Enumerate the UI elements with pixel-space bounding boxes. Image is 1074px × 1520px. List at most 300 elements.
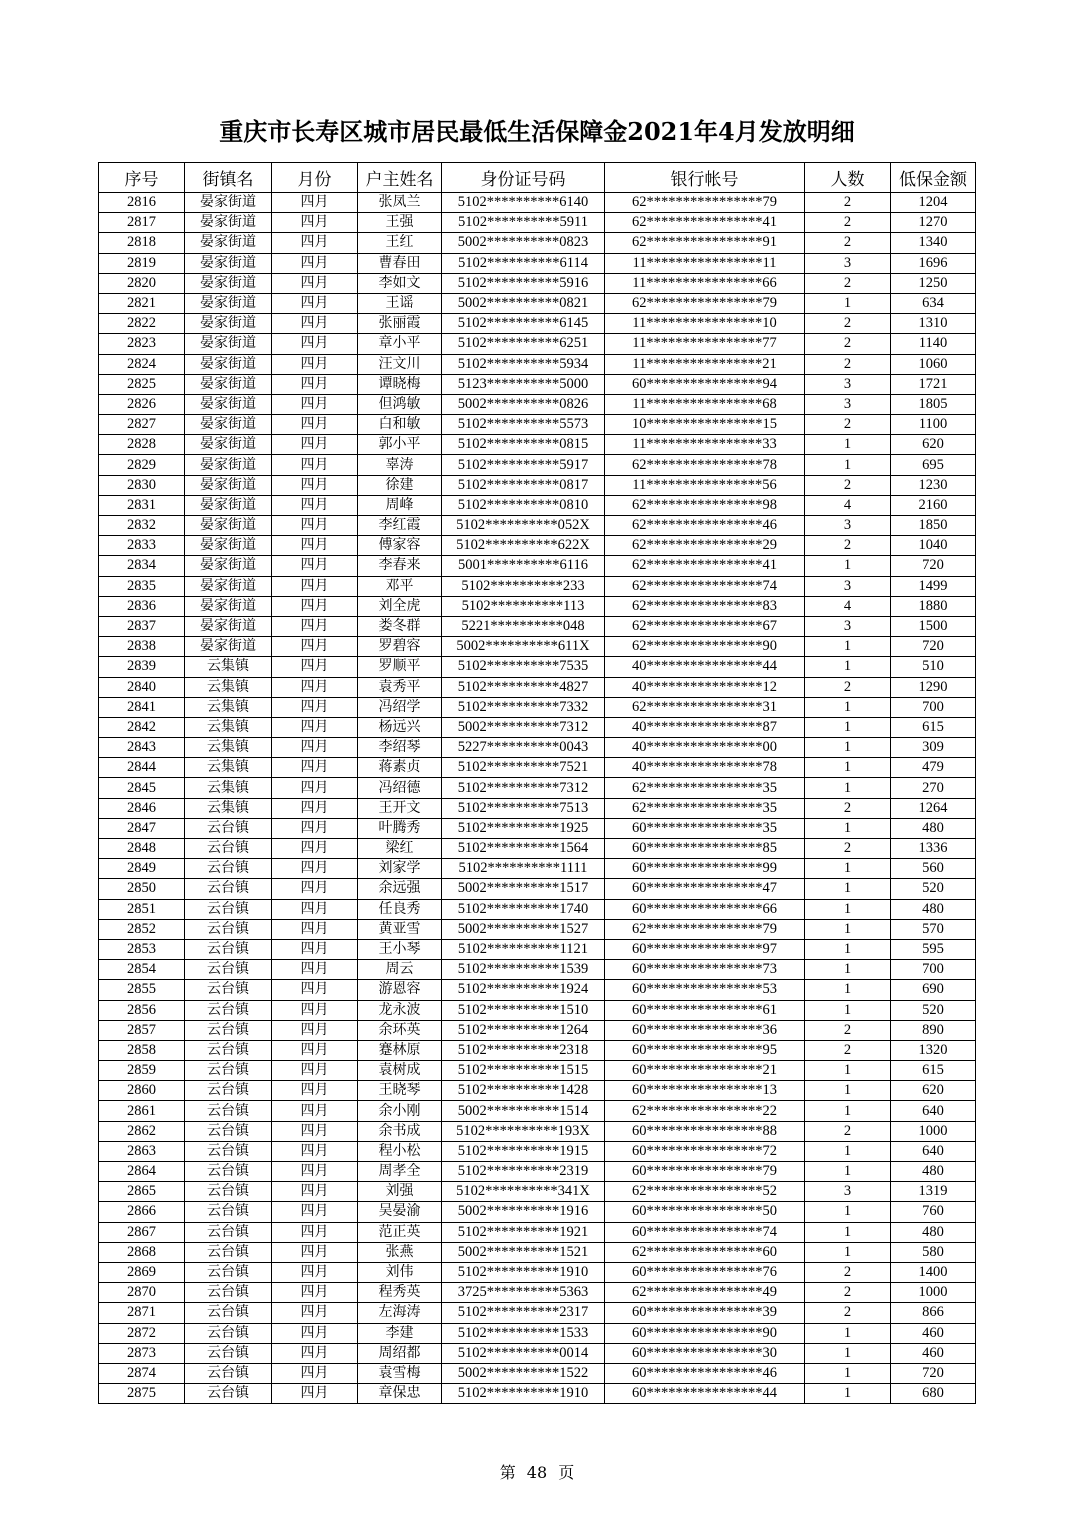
bank-cell: 62****************41 <box>605 556 805 576</box>
seq-cell: 2863 <box>99 1141 185 1161</box>
table-row <box>99 576 976 596</box>
count-cell: 1 <box>805 1384 891 1404</box>
name-cell: 李绍琴 <box>358 738 442 758</box>
col-header-name: 户主姓名 <box>358 163 442 193</box>
count-cell: 1 <box>805 960 891 980</box>
month-cell: 四月 <box>272 1242 358 1262</box>
id-cell: 5002**********1517 <box>442 879 605 899</box>
month-cell: 四月 <box>272 818 358 838</box>
seq-cell: 2871 <box>99 1303 185 1323</box>
seq-cell: 2830 <box>99 475 185 495</box>
seq-cell: 2861 <box>99 1101 185 1121</box>
name-cell: 罗碧容 <box>358 637 442 657</box>
table-row <box>99 939 976 959</box>
name-cell: 张燕 <box>358 1242 442 1262</box>
bank-cell: 40****************78 <box>605 758 805 778</box>
table-row <box>99 334 976 354</box>
street-cell: 晏家街道 <box>185 616 272 636</box>
amount-cell: 640 <box>891 1141 976 1161</box>
allowance-table <box>98 162 976 1404</box>
table-row <box>99 435 976 455</box>
id-cell: 5102**********1915 <box>442 1141 605 1161</box>
street-cell: 云台镇 <box>185 1081 272 1101</box>
amount-cell: 640 <box>891 1101 976 1121</box>
name-cell: 汪文川 <box>358 354 442 374</box>
seq-cell: 2874 <box>99 1363 185 1383</box>
amount-cell: 1319 <box>891 1182 976 1202</box>
seq-cell: 2839 <box>99 657 185 677</box>
street-cell: 云集镇 <box>185 738 272 758</box>
street-cell: 晏家街道 <box>185 637 272 657</box>
id-cell: 5102**********341X <box>442 1182 605 1202</box>
count-cell: 1 <box>805 1162 891 1182</box>
street-cell: 云台镇 <box>185 859 272 879</box>
id-cell: 5102**********1539 <box>442 960 605 980</box>
bank-cell: 40****************12 <box>605 677 805 697</box>
id-cell: 5102**********193X <box>442 1121 605 1141</box>
name-cell: 李红霞 <box>358 516 442 536</box>
bank-cell: 60****************39 <box>605 1303 805 1323</box>
bank-cell: 40****************87 <box>605 717 805 737</box>
month-cell: 四月 <box>272 1363 358 1383</box>
amount-cell: 479 <box>891 758 976 778</box>
bank-cell: 62****************78 <box>605 455 805 475</box>
table-row <box>99 778 976 798</box>
id-cell: 5102**********2318 <box>442 1040 605 1060</box>
table-row <box>99 495 976 515</box>
table-row <box>99 1202 976 1222</box>
bank-cell: 62****************35 <box>605 778 805 798</box>
count-cell: 2 <box>805 1040 891 1060</box>
count-cell: 1 <box>805 657 891 677</box>
bank-cell: 62****************79 <box>605 193 805 213</box>
street-cell: 云集镇 <box>185 697 272 717</box>
amount-cell: 695 <box>891 455 976 475</box>
amount-cell: 270 <box>891 778 976 798</box>
count-cell: 2 <box>805 839 891 859</box>
id-cell: 5102**********052X <box>442 516 605 536</box>
name-cell: 谭晓梅 <box>358 374 442 394</box>
count-cell: 1 <box>805 556 891 576</box>
street-cell: 云集镇 <box>185 758 272 778</box>
count-cell: 2 <box>805 273 891 293</box>
table-row <box>99 213 976 233</box>
seq-cell: 2869 <box>99 1262 185 1282</box>
bank-cell: 60****************44 <box>605 1384 805 1404</box>
street-cell: 晏家街道 <box>185 536 272 556</box>
seq-cell: 2838 <box>99 637 185 657</box>
street-cell: 云集镇 <box>185 717 272 737</box>
table-row <box>99 253 976 273</box>
id-cell: 5002**********611X <box>442 637 605 657</box>
name-cell: 章保忠 <box>358 1384 442 1404</box>
month-cell: 四月 <box>272 1040 358 1060</box>
bank-cell: 62****************79 <box>605 293 805 313</box>
count-cell: 1 <box>805 637 891 657</box>
seq-cell: 2855 <box>99 980 185 1000</box>
amount-cell: 1880 <box>891 596 976 616</box>
month-cell: 四月 <box>272 879 358 899</box>
id-cell: 5102**********1428 <box>442 1081 605 1101</box>
count-cell: 1 <box>805 939 891 959</box>
month-cell: 四月 <box>272 657 358 677</box>
id-cell: 5102**********4827 <box>442 677 605 697</box>
count-cell: 2 <box>805 314 891 334</box>
id-cell: 5102**********2319 <box>442 1162 605 1182</box>
street-cell: 晏家街道 <box>185 415 272 435</box>
id-cell: 5102**********6114 <box>442 253 605 273</box>
month-cell: 四月 <box>272 394 358 414</box>
street-cell: 云台镇 <box>185 1000 272 1020</box>
seq-cell: 2847 <box>99 818 185 838</box>
name-cell: 游恩容 <box>358 980 442 1000</box>
month-cell: 四月 <box>272 1283 358 1303</box>
name-cell: 刘家学 <box>358 859 442 879</box>
month-cell: 四月 <box>272 596 358 616</box>
id-cell: 5002**********1916 <box>442 1202 605 1222</box>
amount-cell: 480 <box>891 818 976 838</box>
bank-cell: 62****************31 <box>605 697 805 717</box>
amount-cell: 1805 <box>891 394 976 414</box>
seq-cell: 2824 <box>99 354 185 374</box>
count-cell: 1 <box>805 1061 891 1081</box>
amount-cell: 1000 <box>891 1121 976 1141</box>
bank-cell: 11****************33 <box>605 435 805 455</box>
count-cell: 1 <box>805 1222 891 1242</box>
month-cell: 四月 <box>272 374 358 394</box>
amount-cell: 1000 <box>891 1283 976 1303</box>
seq-cell: 2842 <box>99 717 185 737</box>
seq-cell: 2836 <box>99 596 185 616</box>
name-cell: 黄亚雪 <box>358 919 442 939</box>
seq-cell: 2817 <box>99 213 185 233</box>
col-header-bank: 银行帐号 <box>605 163 805 193</box>
amount-cell: 460 <box>891 1343 976 1363</box>
seq-cell: 2848 <box>99 839 185 859</box>
seq-cell: 2856 <box>99 1000 185 1020</box>
id-cell: 5102**********5916 <box>442 273 605 293</box>
bank-cell: 62****************98 <box>605 495 805 515</box>
month-cell: 四月 <box>272 233 358 253</box>
table-row <box>99 475 976 495</box>
table-row <box>99 1020 976 1040</box>
id-cell: 5227**********0043 <box>442 738 605 758</box>
id-cell: 5102**********1740 <box>442 899 605 919</box>
seq-cell: 2820 <box>99 273 185 293</box>
street-cell: 云台镇 <box>185 1262 272 1282</box>
name-cell: 王强 <box>358 213 442 233</box>
table-row <box>99 273 976 293</box>
bank-cell: 60****************90 <box>605 1323 805 1343</box>
table-row <box>99 1141 976 1161</box>
month-cell: 四月 <box>272 677 358 697</box>
month-cell: 四月 <box>272 1182 358 1202</box>
street-cell: 云台镇 <box>185 1101 272 1121</box>
month-cell: 四月 <box>272 939 358 959</box>
bank-cell: 62****************29 <box>605 536 805 556</box>
table-row <box>99 1242 976 1262</box>
count-cell: 2 <box>805 536 891 556</box>
amount-cell: 1230 <box>891 475 976 495</box>
count-cell: 3 <box>805 576 891 596</box>
count-cell: 2 <box>805 1020 891 1040</box>
street-cell: 晏家街道 <box>185 253 272 273</box>
bank-cell: 60****************50 <box>605 1202 805 1222</box>
id-cell: 5102**********1264 <box>442 1020 605 1040</box>
name-cell: 刘伟 <box>358 1262 442 1282</box>
count-cell: 3 <box>805 616 891 636</box>
street-cell: 云台镇 <box>185 1343 272 1363</box>
table-row <box>99 1101 976 1121</box>
bank-cell: 60****************21 <box>605 1061 805 1081</box>
amount-cell: 520 <box>891 1000 976 1020</box>
table-row <box>99 677 976 697</box>
id-cell: 5102**********1924 <box>442 980 605 1000</box>
table-row <box>99 1040 976 1060</box>
amount-cell: 520 <box>891 879 976 899</box>
name-cell: 袁雪梅 <box>358 1363 442 1383</box>
table-row <box>99 899 976 919</box>
amount-cell: 595 <box>891 939 976 959</box>
count-cell: 1 <box>805 758 891 778</box>
amount-cell: 620 <box>891 435 976 455</box>
bank-cell: 11****************56 <box>605 475 805 495</box>
street-cell: 云台镇 <box>185 1323 272 1343</box>
street-cell: 晏家街道 <box>185 475 272 495</box>
month-cell: 四月 <box>272 1262 358 1282</box>
bank-cell: 62****************83 <box>605 596 805 616</box>
bank-cell: 11****************68 <box>605 394 805 414</box>
seq-cell: 2846 <box>99 798 185 818</box>
id-cell: 5102**********7521 <box>442 758 605 778</box>
seq-cell: 2851 <box>99 899 185 919</box>
month-cell: 四月 <box>272 758 358 778</box>
table-row <box>99 455 976 475</box>
id-cell: 5102**********7535 <box>442 657 605 677</box>
count-cell: 1 <box>805 1363 891 1383</box>
bank-cell: 62****************74 <box>605 576 805 596</box>
count-cell: 2 <box>805 233 891 253</box>
seq-cell: 2837 <box>99 616 185 636</box>
month-cell: 四月 <box>272 899 358 919</box>
month-cell: 四月 <box>272 253 358 273</box>
amount-cell: 480 <box>891 1222 976 1242</box>
count-cell: 1 <box>805 879 891 899</box>
seq-cell: 2840 <box>99 677 185 697</box>
seq-cell: 2867 <box>99 1222 185 1242</box>
seq-cell: 2834 <box>99 556 185 576</box>
amount-cell: 570 <box>891 919 976 939</box>
seq-cell: 2831 <box>99 495 185 515</box>
month-cell: 四月 <box>272 435 358 455</box>
name-cell: 刘强 <box>358 1182 442 1202</box>
id-cell: 5102**********7513 <box>442 798 605 818</box>
name-cell: 周云 <box>358 960 442 980</box>
id-cell: 5002**********1521 <box>442 1242 605 1262</box>
count-cell: 1 <box>805 1202 891 1222</box>
id-cell: 5102**********7332 <box>442 697 605 717</box>
amount-cell: 1140 <box>891 334 976 354</box>
table-row <box>99 1222 976 1242</box>
name-cell: 袁树成 <box>358 1061 442 1081</box>
bank-cell: 60****************61 <box>605 1000 805 1020</box>
bank-cell: 11****************66 <box>605 273 805 293</box>
id-cell: 5002**********1514 <box>442 1101 605 1121</box>
name-cell: 李如文 <box>358 273 442 293</box>
seq-cell: 2819 <box>99 253 185 273</box>
amount-cell: 620 <box>891 1081 976 1101</box>
table-row <box>99 839 976 859</box>
street-cell: 云台镇 <box>185 1303 272 1323</box>
seq-cell: 2841 <box>99 697 185 717</box>
street-cell: 云集镇 <box>185 657 272 677</box>
month-cell: 四月 <box>272 839 358 859</box>
bank-cell: 60****************95 <box>605 1040 805 1060</box>
month-cell: 四月 <box>272 1343 358 1363</box>
name-cell: 刘全虎 <box>358 596 442 616</box>
month-cell: 四月 <box>272 798 358 818</box>
name-cell: 李建 <box>358 1323 442 1343</box>
street-cell: 云集镇 <box>185 677 272 697</box>
id-cell: 5102**********622X <box>442 536 605 556</box>
amount-cell: 700 <box>891 960 976 980</box>
amount-cell: 1499 <box>891 576 976 596</box>
id-cell: 5102**********5934 <box>442 354 605 374</box>
seq-cell: 2821 <box>99 293 185 313</box>
count-cell: 3 <box>805 516 891 536</box>
seq-cell: 2872 <box>99 1323 185 1343</box>
seq-cell: 2865 <box>99 1182 185 1202</box>
name-cell: 王谣 <box>358 293 442 313</box>
bank-cell: 60****************46 <box>605 1363 805 1383</box>
street-cell: 晏家街道 <box>185 435 272 455</box>
table-row <box>99 1323 976 1343</box>
street-cell: 晏家街道 <box>185 556 272 576</box>
count-cell: 1 <box>805 717 891 737</box>
bank-cell: 62****************35 <box>605 798 805 818</box>
street-cell: 晏家街道 <box>185 334 272 354</box>
count-cell: 2 <box>805 213 891 233</box>
street-cell: 晏家街道 <box>185 394 272 414</box>
bank-cell: 60****************88 <box>605 1121 805 1141</box>
name-cell: 王开文 <box>358 798 442 818</box>
amount-cell: 460 <box>891 1323 976 1343</box>
id-cell: 5102**********1515 <box>442 1061 605 1081</box>
bank-cell: 60****************30 <box>605 1343 805 1363</box>
name-cell: 邓平 <box>358 576 442 596</box>
amount-cell: 720 <box>891 556 976 576</box>
count-cell: 1 <box>805 919 891 939</box>
street-cell: 晏家街道 <box>185 293 272 313</box>
table-row <box>99 556 976 576</box>
seq-cell: 2844 <box>99 758 185 778</box>
bank-cell: 40****************00 <box>605 738 805 758</box>
table-row <box>99 314 976 334</box>
bank-cell: 11****************10 <box>605 314 805 334</box>
id-cell: 5102**********1921 <box>442 1222 605 1242</box>
table-row <box>99 596 976 616</box>
id-cell: 5102**********1910 <box>442 1384 605 1404</box>
count-cell: 2 <box>805 1121 891 1141</box>
seq-cell: 2826 <box>99 394 185 414</box>
id-cell: 5102**********0815 <box>442 435 605 455</box>
month-cell: 四月 <box>272 495 358 515</box>
street-cell: 晏家街道 <box>185 354 272 374</box>
street-cell: 晏家街道 <box>185 314 272 334</box>
name-cell: 余小刚 <box>358 1101 442 1121</box>
month-cell: 四月 <box>272 717 358 737</box>
amount-cell: 615 <box>891 717 976 737</box>
amount-cell: 510 <box>891 657 976 677</box>
month-cell: 四月 <box>272 314 358 334</box>
street-cell: 晏家街道 <box>185 495 272 515</box>
count-cell: 1 <box>805 1323 891 1343</box>
id-cell: 5102**********1564 <box>442 839 605 859</box>
table-row <box>99 657 976 677</box>
street-cell: 晏家街道 <box>185 233 272 253</box>
name-cell: 蒋素贞 <box>358 758 442 778</box>
bank-cell: 60****************35 <box>605 818 805 838</box>
count-cell: 1 <box>805 859 891 879</box>
street-cell: 云台镇 <box>185 1363 272 1383</box>
month-cell: 四月 <box>272 1121 358 1141</box>
seq-cell: 2843 <box>99 738 185 758</box>
street-cell: 云台镇 <box>185 839 272 859</box>
table-row <box>99 1343 976 1363</box>
table-row <box>99 293 976 313</box>
seq-cell: 2818 <box>99 233 185 253</box>
seq-cell: 2849 <box>99 859 185 879</box>
month-cell: 四月 <box>272 536 358 556</box>
amount-cell: 760 <box>891 1202 976 1222</box>
name-cell: 但鸿敏 <box>358 394 442 414</box>
table-row <box>99 536 976 556</box>
name-cell: 袁秀平 <box>358 677 442 697</box>
month-cell: 四月 <box>272 415 358 435</box>
table-row <box>99 637 976 657</box>
table-row <box>99 1303 976 1323</box>
seq-cell: 2823 <box>99 334 185 354</box>
col-header-street: 街镇名 <box>185 163 272 193</box>
col-header-month: 月份 <box>272 163 358 193</box>
amount-cell: 1100 <box>891 415 976 435</box>
bank-cell: 60****************47 <box>605 879 805 899</box>
seq-cell: 2853 <box>99 939 185 959</box>
street-cell: 云台镇 <box>185 1222 272 1242</box>
id-cell: 5002**********7312 <box>442 717 605 737</box>
count-cell: 2 <box>805 798 891 818</box>
amount-cell: 1340 <box>891 233 976 253</box>
amount-cell: 309 <box>891 738 976 758</box>
id-cell: 5102**********6145 <box>442 314 605 334</box>
id-cell: 5102**********2317 <box>442 1303 605 1323</box>
seq-cell: 2864 <box>99 1162 185 1182</box>
count-cell: 1 <box>805 980 891 1000</box>
id-cell: 5123**********5000 <box>442 374 605 394</box>
street-cell: 云台镇 <box>185 1242 272 1262</box>
amount-cell: 634 <box>891 293 976 313</box>
count-cell: 2 <box>805 1303 891 1323</box>
count-cell: 3 <box>805 394 891 414</box>
bank-cell: 11****************21 <box>605 354 805 374</box>
count-cell: 4 <box>805 596 891 616</box>
count-cell: 3 <box>805 374 891 394</box>
col-header-seq: 序号 <box>99 163 185 193</box>
amount-cell: 866 <box>891 1303 976 1323</box>
bank-cell: 62****************41 <box>605 213 805 233</box>
count-cell: 1 <box>805 1242 891 1262</box>
bank-cell: 60****************85 <box>605 839 805 859</box>
